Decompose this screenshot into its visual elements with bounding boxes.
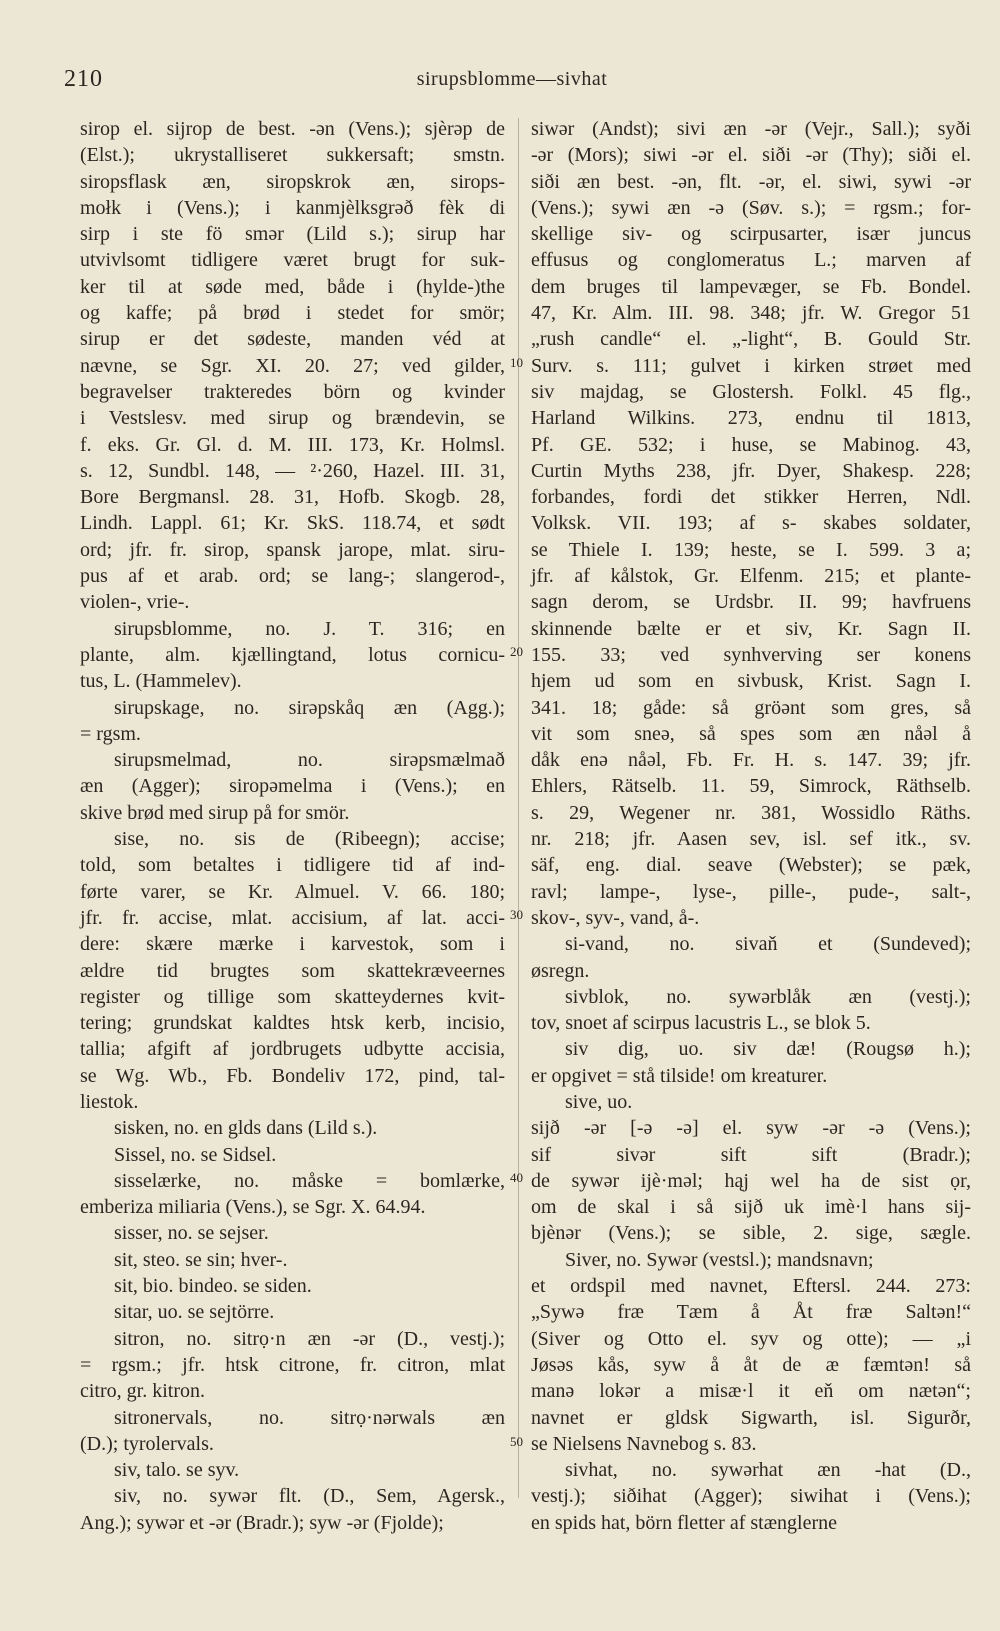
text-line: Sissel, no. se Sidsel. bbox=[114, 1143, 277, 1166]
text-line: sirop el. sijrop de best. -ən (Vens.); sjèrəp de bbox=[80, 118, 505, 140]
text-line: (Elst.); ukrystalliseret sukkersaft; smstn. bbox=[80, 144, 505, 167]
text-line: nævne, se Sgr. XI. 20. 27; ved gilder, bbox=[80, 354, 505, 377]
text-line: ker til at søde med, både i (hylde-)the bbox=[80, 275, 505, 298]
text-line: øsregn. bbox=[531, 959, 590, 982]
text-line: vestj.); siðihat (Agger); siwihat i (Vens.); bbox=[531, 1485, 971, 1508]
text-line: (Siver og Otto el. syv og otte); — „i bbox=[531, 1327, 971, 1350]
text-line: register og tillige som skatteydernes kvit- bbox=[80, 985, 505, 1008]
text-line: säf, eng. dial. seave (Webster); se pæk, bbox=[531, 854, 971, 877]
text-line: utvivlsomt tidligere været brugt for suk- bbox=[80, 249, 505, 272]
text-line: Volksk. VII. 193; af s- skabes soldater, bbox=[531, 512, 971, 535]
text-line: se Thiele I. 139; heste, se I. 599. 3 a; bbox=[531, 538, 971, 561]
text-line: er opgivet = stå tilside! om kreaturer. bbox=[531, 1064, 828, 1087]
text-line: liestok. bbox=[80, 1090, 139, 1113]
text-line: et ordspil med navnet, Eftersl. 244. 273: bbox=[531, 1275, 971, 1298]
text-line: Bore Bergmansl. 28. 31, Hofb. Skogb. 28, bbox=[80, 486, 505, 509]
text-line: siwər (Andst); sivi æn -ər (Vejr., Sall.); syði bbox=[531, 118, 971, 140]
text-line: manə lokər a misæ·l it eň om nætən“; bbox=[531, 1380, 971, 1403]
running-head: sirupsblomme—sivhat bbox=[416, 68, 608, 90]
text-line: emberiza miliaria (Vens.), se Sgr. X. 64.94. bbox=[80, 1196, 426, 1219]
text-line: Jøsəs kås, syw å åt de æ fæmtən! så bbox=[531, 1353, 971, 1376]
text-line: sitar, uo. se sejtörre. bbox=[114, 1301, 275, 1324]
text-line: bjènər (Vens.); se sible, 2. sige, sægle. bbox=[531, 1222, 971, 1245]
column-divider bbox=[518, 118, 519, 1498]
text-line: sirupsmelmad, no. sirəpsmælmað bbox=[114, 749, 505, 772]
text-line: ord; jfr. fr. sirop, spansk jarope, mlat. siru- bbox=[80, 538, 505, 561]
line-marker-10: 10 bbox=[510, 355, 523, 370]
text-line: skive brød med sirup på for smör. bbox=[80, 801, 350, 824]
text-line: ravl; lampe-, lyse-, pille-, pude-, salt-, bbox=[531, 880, 971, 903]
text-line: en spids hat, börn fletter af stænglerne bbox=[531, 1511, 838, 1534]
text-line: jfr. fr. accise, mlat. accisium, af lat. acci- bbox=[80, 906, 505, 929]
line-marker-20: 20 bbox=[510, 644, 523, 659]
text-line: forbandes, fordi det stikker Herren, Ndl. bbox=[531, 486, 971, 509]
text-line: sijð -ər [-ə -ə] el. syw -ər -ə (Vens.); bbox=[531, 1117, 971, 1140]
text-line: sirupskage, no. sirəpskåq æn (Agg.); bbox=[114, 696, 505, 719]
text-line: se Nielsens Navnebog s. 83. bbox=[531, 1432, 757, 1455]
text-line: sivhat, no. sywərhat æn -hat (D., bbox=[565, 1459, 971, 1482]
text-line: skinnende bælte er et siv, Kr. Sagn II. bbox=[531, 617, 971, 640]
text-line: sirp i ste fö smər (Lild s.); sirup har bbox=[80, 223, 505, 246]
text-line: sive, uo. bbox=[565, 1090, 633, 1113]
text-line: told, som betaltes i tidligere tid af ind- bbox=[80, 854, 505, 877]
text-line: Siver, no. Sywər (vestsl.); mandsnavn; bbox=[565, 1248, 874, 1271]
line-marker-40: 40 bbox=[510, 1170, 523, 1185]
text-line: hjem ud som en sivbusk, Krist. Sagn I. bbox=[531, 670, 971, 693]
text-line: dere: skære mærke i karvestok, som i bbox=[80, 933, 505, 956]
text-line: sirupsblomme, no. J. T. 316; en bbox=[114, 617, 505, 640]
text-line: sisser, no. se sejser. bbox=[114, 1222, 269, 1245]
text-line: Harland Wilkins. 273, endnu til 1813, bbox=[531, 407, 971, 430]
text-line: om de skal i så sijð uk imè·l hans sij- bbox=[531, 1196, 971, 1219]
text-line: Ehlers, Rätselb. 11. 59, Simrock, Räthselb. bbox=[531, 775, 971, 798]
line-marker-50: 50 bbox=[510, 1434, 523, 1449]
text-line: skov-, syv-, vand, å-. bbox=[531, 906, 700, 929]
text-line: siv majdag, se Glostersh. Folkl. 45 flg., bbox=[531, 380, 971, 403]
page-header bbox=[64, 66, 960, 100]
text-line: violen-, vrie-. bbox=[80, 591, 190, 614]
text-line: sif sivər sift sift (Bradr.); bbox=[531, 1143, 971, 1166]
text-line: ældre tid brugtes som skattekræveernes bbox=[80, 959, 505, 982]
text-line: æn (Agger); siropəmelma i (Vens.); en bbox=[80, 775, 505, 798]
text-line: jfr. af kålstok, Gr. Elfenm. 215; et plante- bbox=[531, 565, 971, 588]
left-column bbox=[80, 116, 505, 1536]
text-line: sit, steo. se sin; hver-. bbox=[114, 1248, 288, 1271]
right-column bbox=[531, 116, 971, 1536]
text-line: sise, no. sis de (Ribeegn); accise; bbox=[114, 828, 505, 851]
text-line: nr. 218; jfr. Aasen sev, isl. sef itk., sv. bbox=[531, 828, 971, 851]
text-line: sitron, no. sitrọ·n æn -ər (D., vestj.); bbox=[114, 1327, 505, 1350]
text-line: sivblok, no. sywərblåk æn (vestj.); bbox=[565, 985, 971, 1008]
text-line: tus, L. (Hammelev). bbox=[80, 670, 242, 693]
line-marker-30: 30 bbox=[510, 907, 523, 922]
text-line: = rgsm.; jfr. htsk citrone, fr. citron, mlat bbox=[80, 1353, 505, 1376]
text-line: -ər (Mors); siwi -ər el. siði -ər (Thy); siði el. bbox=[531, 144, 971, 167]
text-line: citro, gr. kitron. bbox=[80, 1380, 205, 1403]
text-line: de sywər ijè·məl; hąj wel ha de sist ọr, bbox=[531, 1169, 971, 1192]
text-line: sirup er det sødeste, manden véd at bbox=[80, 328, 505, 351]
text-line: begravelser trakteredes börn og kvinder bbox=[80, 380, 505, 403]
text-line: 341. 18; gåde: så gröənt som gres, så bbox=[531, 696, 971, 719]
text-line: siropsflask æn, siropskrok æn, sirops- bbox=[80, 170, 505, 193]
text-line: Surv. s. 111; gulvet i kirken strøet med bbox=[531, 354, 971, 377]
text-line: dåk enə nåəl, Fb. Fr. H. s. 147. 39; jfr. bbox=[531, 749, 971, 772]
text-line: se Wg. Wb., Fb. Bondeliv 172, pind, tal- bbox=[80, 1064, 505, 1087]
text-line: Pf. GE. 532; i huse, se Mabinog. 43, bbox=[531, 433, 971, 456]
text-line: siði æn best. -ən, flt. -ər, el. siwi, sywi -ər bbox=[531, 170, 971, 193]
text-line: si-vand, no. sivaň et (Sundeved); bbox=[565, 933, 971, 956]
text-line: navnet er gldsk Sigwarth, isl. Sigurðr, bbox=[531, 1406, 971, 1429]
page-number: 210 bbox=[64, 66, 103, 92]
text-line: mołk i (Vens.); i kanmjèlksgrəð fèk di bbox=[80, 196, 505, 219]
text-line: siv, talo. se syv. bbox=[114, 1459, 240, 1482]
text-line: tering; grundskat kaldtes htsk kerb, incisio, bbox=[80, 1012, 505, 1035]
text-line: sisken, no. en glds dans (Lild s.). bbox=[114, 1117, 378, 1140]
text-line: sit, bio. bindeo. se siden. bbox=[114, 1275, 312, 1298]
text-line: siv, no. sywər flt. (D., Sem, Agersk., bbox=[114, 1485, 505, 1508]
text-line: Ang.); sywər et -ər (Bradr.); syw -ər (Fjolde); bbox=[80, 1511, 444, 1534]
text-line: Lindh. Lappl. 61; Kr. SkS. 118.74, et sødt bbox=[80, 512, 505, 535]
text-line: s. 29, Wegener nr. 381, Wossidlo Räths. bbox=[531, 801, 971, 824]
text-line: = rgsm. bbox=[80, 722, 141, 745]
text-line: dem bruges til lampevæger, se Fb. Bondel. bbox=[531, 275, 971, 298]
text-line: tov, snoet af scirpus lacustris L., se blok 5. bbox=[531, 1012, 871, 1035]
text-line: (Vens.); sywi æn -ə (Søv. s.); = rgsm.; for- bbox=[531, 196, 971, 219]
text-line: s. 12, Sundbl. 148, — ²·260, Hazel. III. 31, bbox=[80, 459, 505, 482]
text-line: og kaffe; på brød i stedet for smör; bbox=[80, 302, 505, 325]
text-line: tallia; afgift af jordbrugets udbytte accisia, bbox=[80, 1038, 505, 1061]
text-line: (D.); tyrolervals. bbox=[80, 1432, 214, 1455]
text-line: sagn derom, se Urdsbr. II. 99; havfruens bbox=[531, 591, 971, 614]
text-line: skellige siv- og scirpusarter, især juncus bbox=[531, 223, 971, 246]
text-line: Curtin Myths 238, jfr. Dyer, Shakesp. 228; bbox=[531, 459, 971, 482]
text-line: siv dig, uo. siv dæ! (Rougsø h.); bbox=[565, 1038, 971, 1061]
text-line: sisselærke, no. måske = bomlærke, bbox=[114, 1169, 505, 1192]
text-line: 47, Kr. Alm. III. 98. 348; jfr. W. Gregor 51 bbox=[531, 302, 971, 325]
text-line: pus af et arab. ord; se lang-; slangerod-, bbox=[80, 565, 505, 588]
text-line: i Vestslesv. med sirup og brændevin, se bbox=[80, 407, 505, 430]
text-line: „rush candle“ el. „-light“, B. Gould Str. bbox=[531, 328, 971, 351]
text-line: sitronervals, no. sitrọ·nərwals æn bbox=[114, 1406, 505, 1429]
text-line: effusus og conglomeratus L.; marven af bbox=[531, 249, 971, 272]
text-line: plante, alm. kjællingtand, lotus cornicu- bbox=[80, 643, 505, 666]
text-line: f. eks. Gr. Gl. d. M. III. 173, Kr. Holmsl. bbox=[80, 433, 505, 456]
text-line: 155. 33; ved synhverving ser konens bbox=[531, 643, 971, 666]
text-line: vit som sneə, så spes som æn nåəl å bbox=[531, 722, 971, 745]
text-line: førte varer, se Kr. Almuel. V. 66. 180; bbox=[80, 880, 505, 903]
text-line: „Sywə fræ Tæm å Åt fræ Saltən!“ bbox=[531, 1301, 971, 1324]
